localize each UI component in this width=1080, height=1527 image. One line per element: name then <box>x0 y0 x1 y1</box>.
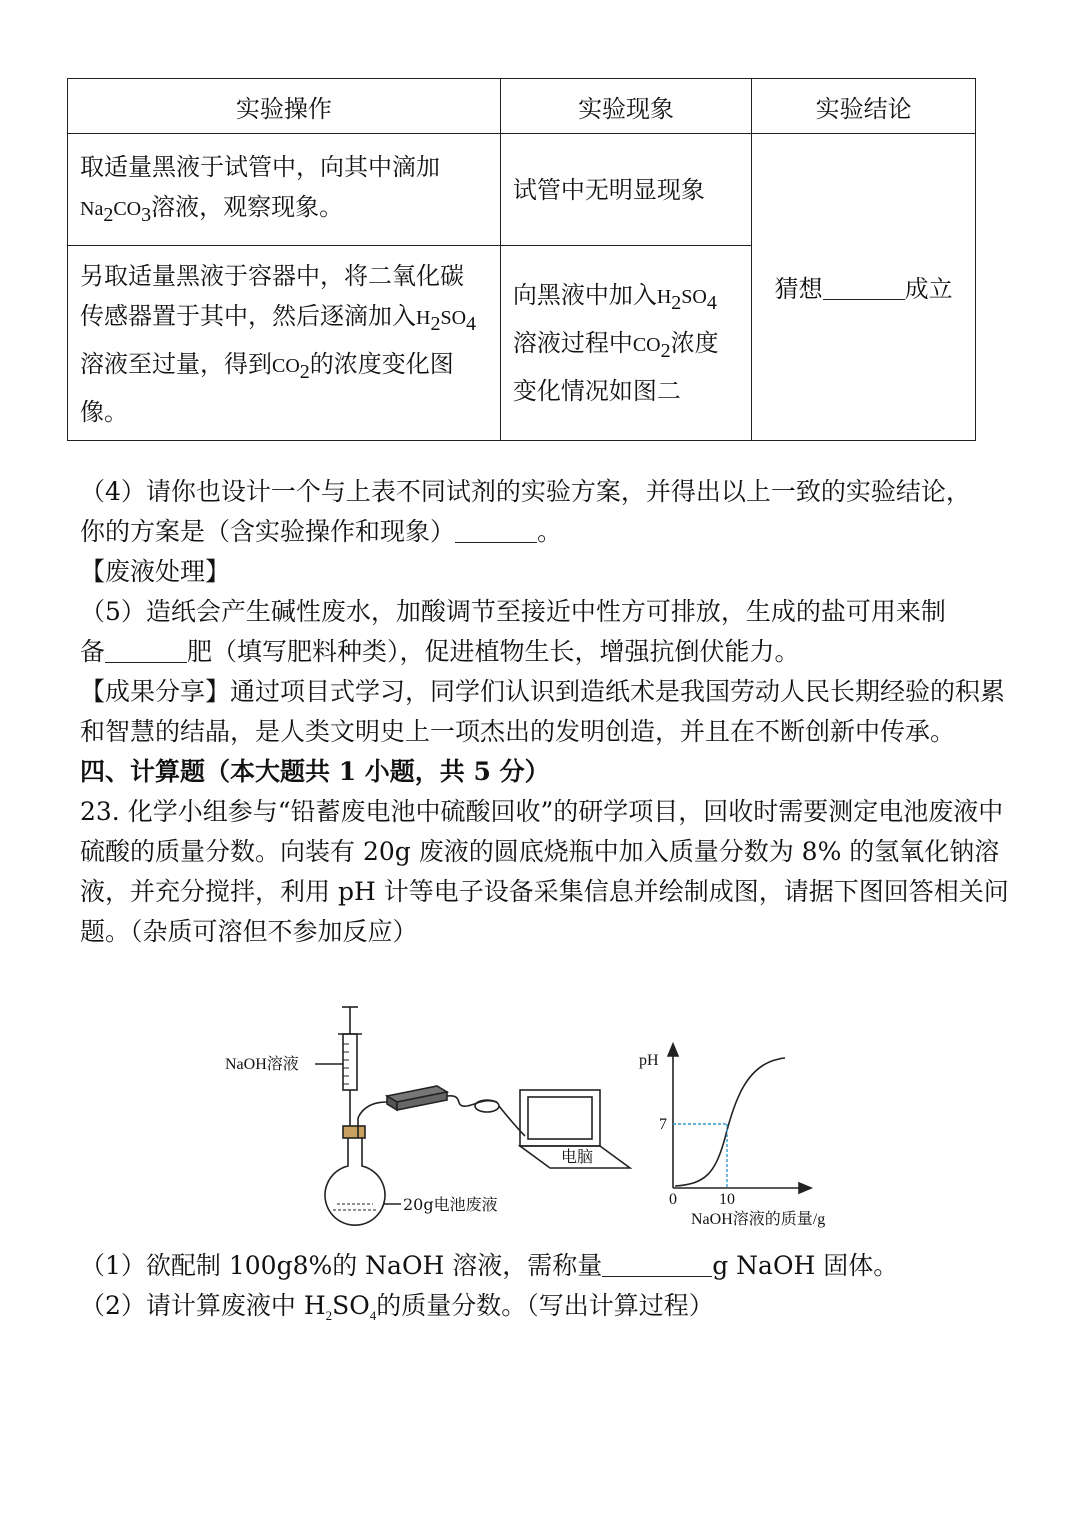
syringe-barrel <box>343 1034 357 1090</box>
logger-cable <box>447 1096 497 1106</box>
round-bottom-flask <box>325 1138 385 1225</box>
q4-line1: （4）请你也设计一个与上表不同试剂的实验方案，并得出以上一致的实验结论， <box>80 477 971 506</box>
waste-heading: 【废液处理】 <box>80 557 231 586</box>
q5-line1: （5）造纸会产生碱性废水，加酸调节至接近中性方可排放，生成的盐可用来制 <box>80 597 946 626</box>
table-row <box>68 134 976 246</box>
x-origin-label: 0 <box>669 1191 677 1208</box>
waste-label: 20g电池废液 <box>403 1195 498 1214</box>
section-heading: 四、计算题（本大题共 1 小题，共 5 分） <box>80 757 550 786</box>
q4-line2: 你的方案是（含实验操作和现象） 。 <box>80 517 563 546</box>
body-text <box>80 472 1010 952</box>
header-conclusion: 实验结论 <box>752 79 976 134</box>
computer-label: 电脑 <box>561 1147 594 1166</box>
y-axis-arrow <box>668 1044 678 1056</box>
x-axis-arrow <box>799 1183 811 1193</box>
row1-phenomenon: 试管中无明显现象 <box>500 134 751 246</box>
row2-phenomenon: 向黑液中加入$H_2SO_4$溶液过程中$CO_2$浓度变化情况如图二 <box>500 246 751 441</box>
q5-line2: 备 肥（填写肥料种类），促进植物生长，增强抗倒伏能力。 <box>80 637 800 666</box>
sub1-blank[interactable] <box>602 1250 712 1277</box>
q23-paragraph: 23. 化学小组参与“铅蓄废电池中硫酸回收”的研学项目，回收时需要测定电池废液中硫酸的质量分数。向装有 20g 废液的圆底烧瓶中加入质量分数为 8% 的氢氧化钠溶液，并充分搅拌，利用 pH 计等电子设备采集信息并绘制成图，请据下图回答相关问题。（杂质可溶但不参加反应） <box>80 797 1009 946</box>
conclusion-cell: 猜想 成立 <box>752 134 976 441</box>
apparatus-and-ph-figure <box>215 998 875 1238</box>
q4-blank[interactable] <box>455 516 537 543</box>
conclusion-blank[interactable] <box>823 273 905 300</box>
row1-operation: 取适量黑液于试管中，向其中滴加 $Na_2CO_3$溶液，观察现象。 <box>68 134 501 246</box>
sub2-line: （2）请计算废液中 $H_2SO_4$的质量分数。（写出计算过程） <box>80 1291 714 1323</box>
sensor-cable <box>358 1102 387 1118</box>
mouse-icon <box>475 1100 499 1112</box>
laptop-screen <box>520 1090 600 1146</box>
naoh-label: NaOH溶液 <box>225 1056 299 1073</box>
sub1-line: （1）欲配制 100g8%的 NaOH 溶液，需称量 g NaOH 固体。 <box>80 1251 899 1280</box>
y-axis-label: pH <box>639 1052 659 1069</box>
sub-questions <box>80 1246 1010 1336</box>
share-paragraph: 【成果分享】通过项目式学习，同学们认识到造纸术是我国劳动人民长期经验的积累和智慧的结晶，是人类文明史上一项杰出的发明创造，并且在不断创新中传承。 <box>80 677 1006 746</box>
x-axis-label: NaOH溶液的质量/g <box>691 1211 826 1228</box>
table-header-row <box>68 79 976 134</box>
x-tick-10: 10 <box>719 1191 735 1208</box>
ph-curve <box>675 1058 785 1186</box>
header-operation: 实验操作 <box>68 79 501 134</box>
header-phenomenon: 实验现象 <box>500 79 751 134</box>
q5-blank[interactable] <box>105 636 187 663</box>
flask-stopper <box>343 1126 365 1138</box>
experiment-table <box>67 78 976 441</box>
row2-operation: 另取适量黑液于容器中，将二氧化碳传感器置于其中，然后逐滴加入$H_2SO_4$溶液至过量，得到$CO_2$的浓度变化图像。 <box>68 246 501 441</box>
y-tick-7: 7 <box>659 1116 667 1133</box>
